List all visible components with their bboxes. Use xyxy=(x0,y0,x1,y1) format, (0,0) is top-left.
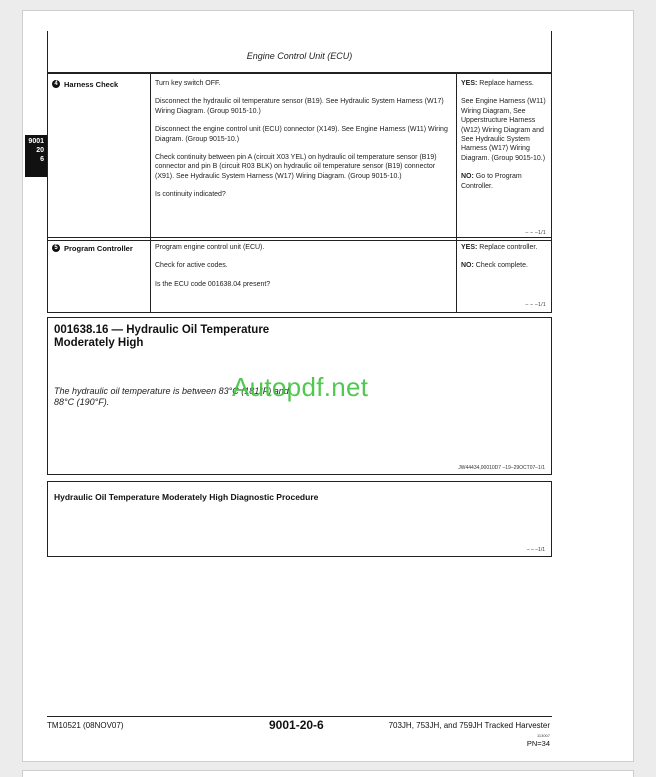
dtc-reference: JW44434,00010D7 –19–29OCT07–1/1 xyxy=(458,465,545,471)
step-actions-cell xyxy=(151,74,457,240)
section-tab-line-3: 6 xyxy=(40,156,44,163)
step-label-cell xyxy=(48,74,151,240)
footer-manual-id: TM10521 (08NOV07) xyxy=(47,721,124,730)
action-text: Disconnect the hydraulic oil temperature sensor (B19). See Hydraulic System Harness (W17) Wiring Diagram. (Group 9015-10.) xyxy=(155,98,444,115)
next-page-edge xyxy=(22,770,634,777)
footer-product-title: 703JH, 753JH, and 759JH Tracked Harvester xyxy=(388,721,550,730)
step-number-badge: 5 xyxy=(52,244,60,252)
section-tab-line-1: 9001 xyxy=(28,138,44,145)
action-text: Program engine control unit (ECU). xyxy=(155,244,265,251)
action-text: Disconnect the engine control unit (ECU) connector (X149). See Engine Harness (W11) Wiring Diagram. (Group 9015-10.) xyxy=(155,126,448,143)
procedure-title: Hydraulic Oil Temperature Moderately High Diagnostic Procedure xyxy=(54,492,319,502)
step-program-controller xyxy=(47,237,552,313)
step-label-cell xyxy=(48,238,151,312)
procedure-section xyxy=(47,481,552,557)
continuation-mark: – – –1/1 xyxy=(525,301,546,308)
step-harness-check xyxy=(47,73,552,241)
no-result: NO: Check complete. xyxy=(461,262,528,270)
ecu-header-box xyxy=(47,31,552,73)
action-text: Check continuity between pin A (circuit X03 YEL) on hydraulic oil temperature sensor (B19) connector and pin B (circuit R03 BLK) on hydraulic oil temperature sensor (B19) connector (X91). See Hydraulic System Harness (W17) Wiring Diagram. (Group 9015-10.) xyxy=(155,154,437,180)
step-label: Program Controller xyxy=(64,244,133,253)
step-label: Harness Check xyxy=(64,80,119,89)
continuation-mark: – – –1/1 xyxy=(525,229,546,236)
watermark-text: Autopdf.net xyxy=(232,372,369,402)
section-tab xyxy=(25,135,47,177)
step-number-badge: 4 xyxy=(52,80,60,88)
footer-rule xyxy=(47,716,552,717)
continuation-mark: – – –1/1 xyxy=(526,547,545,553)
dtc-description: The hydraulic oil temperature is between 83°C (181°F) and 88°C (190°F). xyxy=(54,386,289,407)
yes-result-detail: See Engine Harness (W11) Wiring Diagram, See Upperstructure Harness (W12) Wiring Diagram and See Hydraulic System Harness (W17) Wiring Diagram. (Group 9015-10.) xyxy=(461,98,546,162)
step-actions-cell xyxy=(151,238,457,312)
footer-page-number: 9001-20-6 xyxy=(269,718,324,732)
action-question: Is continuity indicated? xyxy=(155,191,226,199)
yes-result: YES: Replace controller. xyxy=(461,244,538,251)
section-tab-line-2: 20 xyxy=(36,147,44,154)
yes-result: YES: Replace harness. xyxy=(461,80,534,87)
footer-code: 113007 xyxy=(536,733,550,738)
ecu-title: Engine Control Unit (ECU) xyxy=(246,51,353,61)
step-result-cell xyxy=(457,74,551,240)
no-result: NO: Go to Program Controller. xyxy=(461,173,522,190)
footer-pn: PN=34 xyxy=(526,739,550,748)
action-text: Check for active codes. xyxy=(155,262,228,270)
action-text: Turn key switch OFF. xyxy=(155,80,221,87)
step-result-cell xyxy=(457,238,551,312)
action-question: Is the ECU code 001638.04 present? xyxy=(155,280,271,288)
dtc-title: 001638.16 — Hydraulic Oil Temperature Moderately High xyxy=(54,324,270,349)
